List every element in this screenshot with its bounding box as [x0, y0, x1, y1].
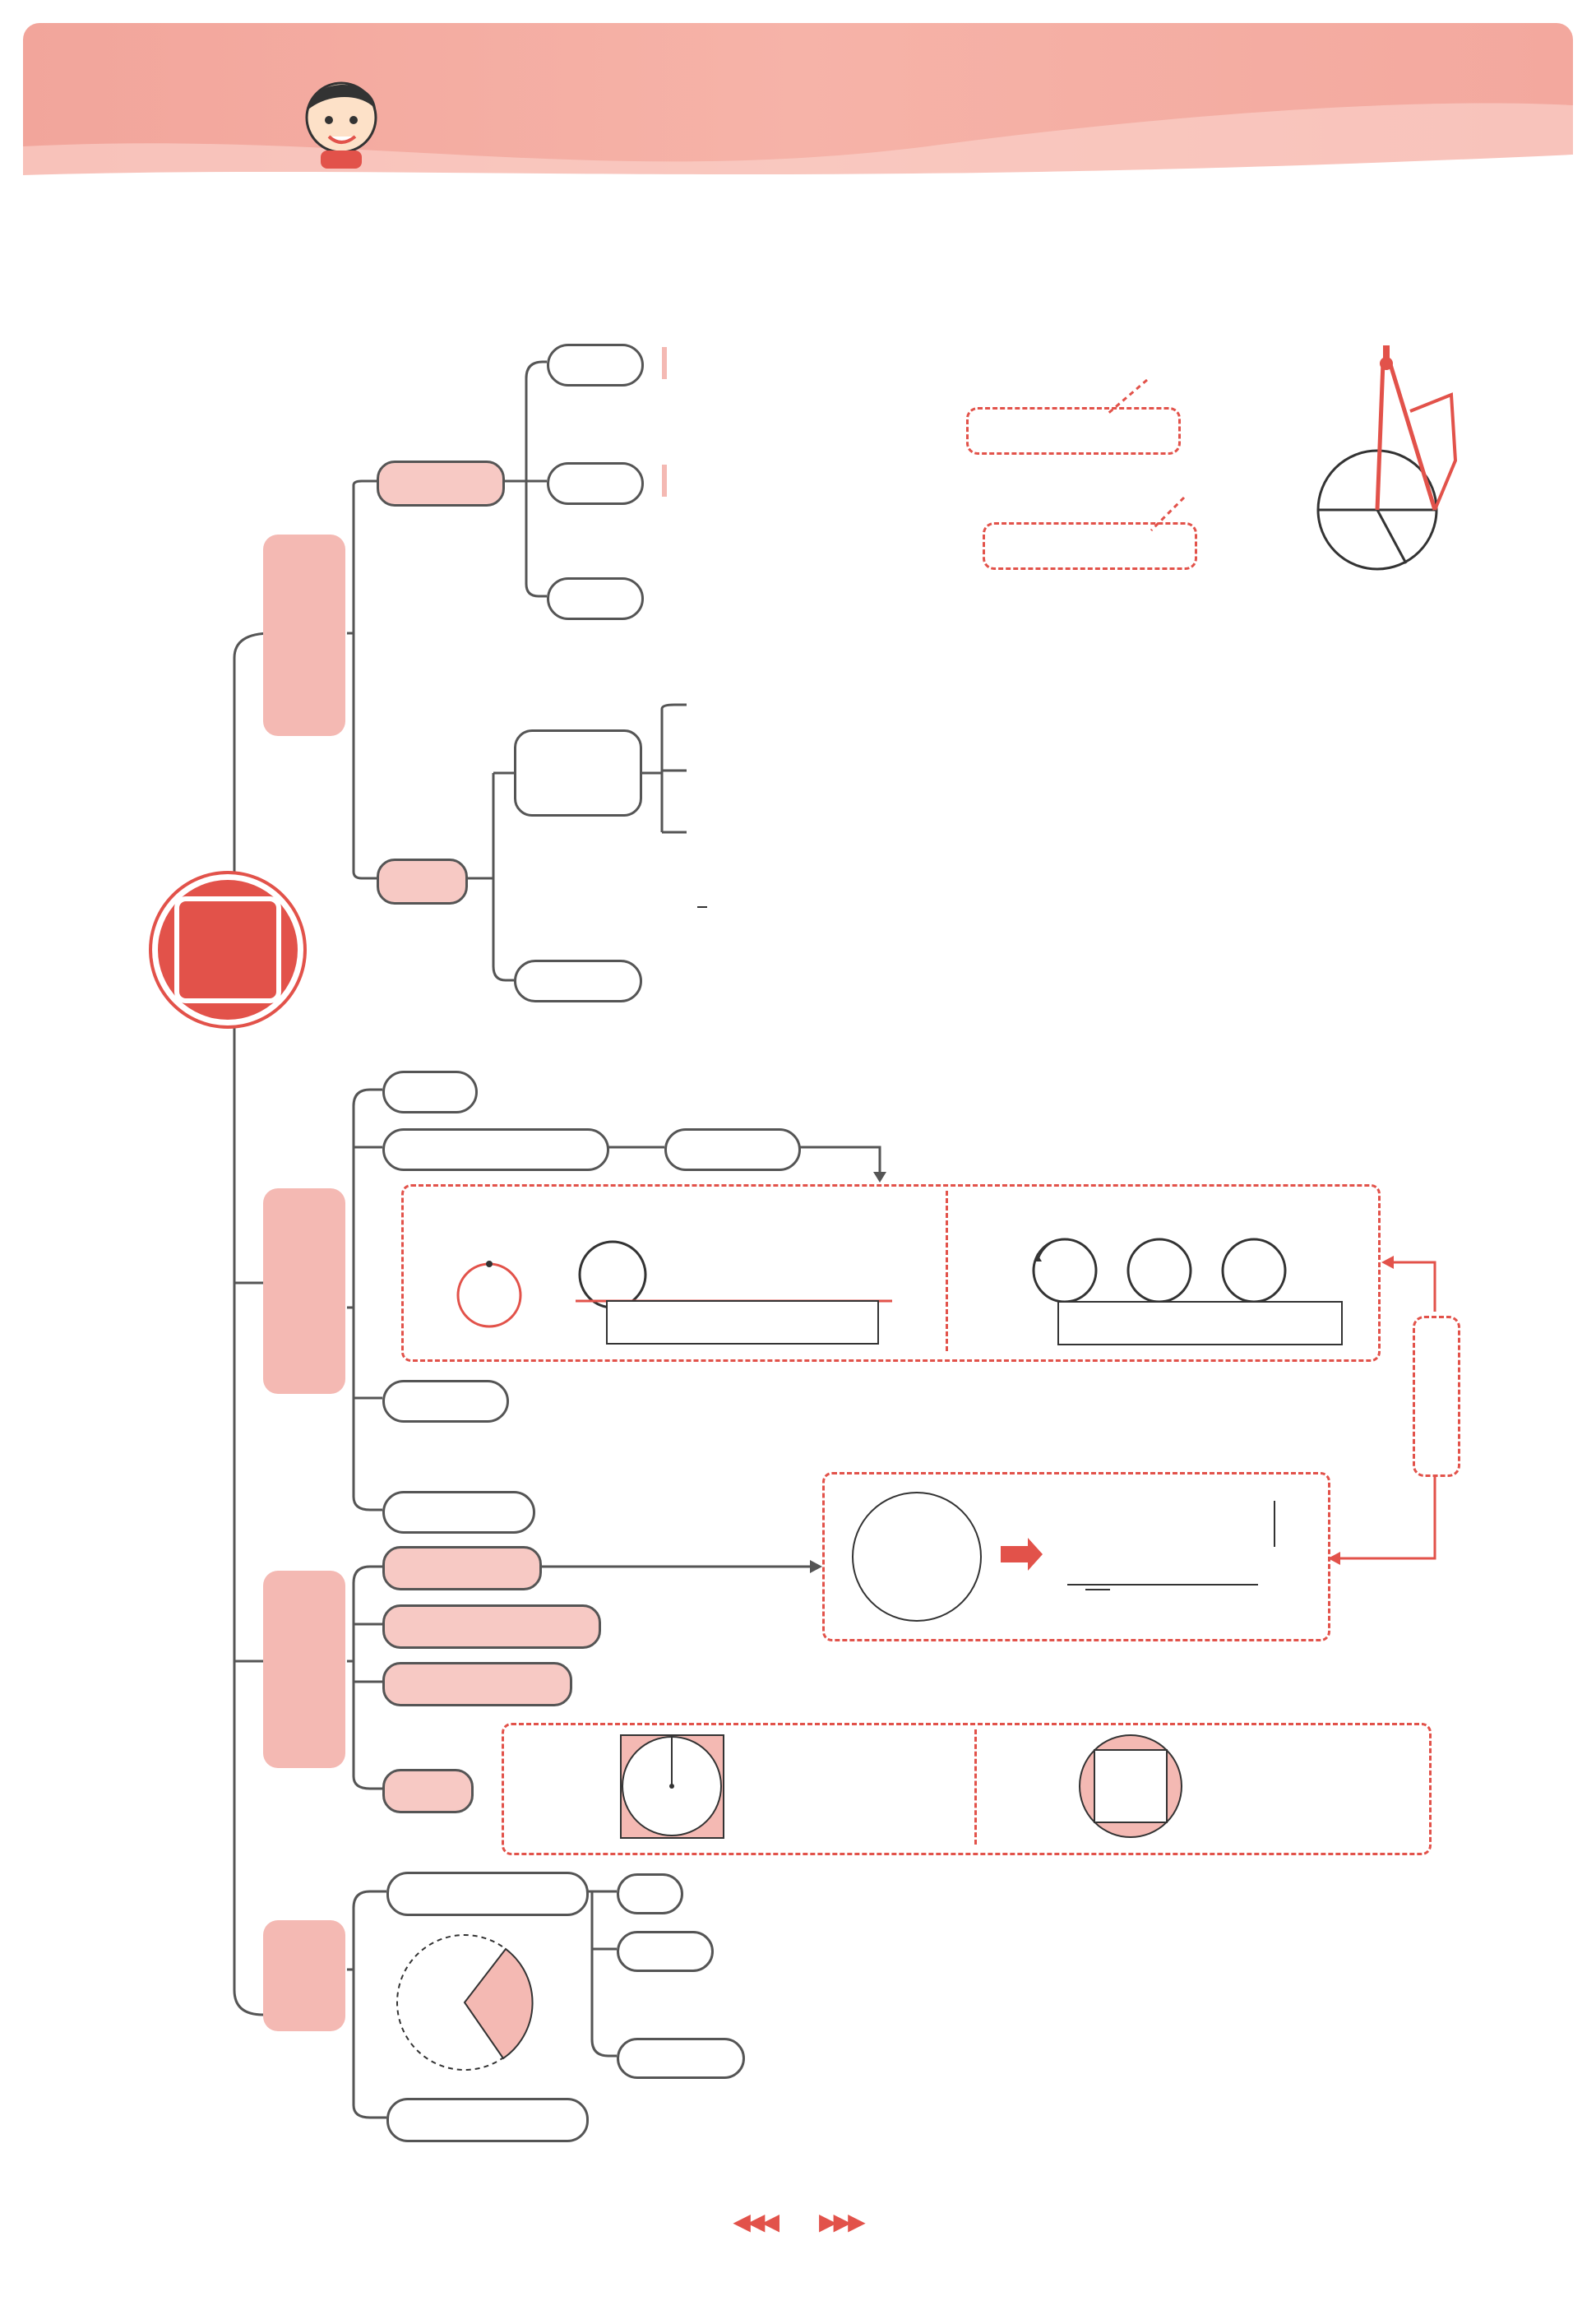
- methods-divider: [946, 1191, 948, 1351]
- explore-figure: [830, 1476, 1324, 1636]
- tag-size: [983, 522, 1197, 570]
- node-area-formula: [382, 1604, 601, 1649]
- node-sector-size: [386, 2098, 589, 2142]
- node-know-sector: [386, 1872, 589, 1916]
- branch-area: [263, 1571, 345, 1768]
- tag-curve-to-line: [664, 1128, 801, 1171]
- method2-figure: [1007, 1225, 1369, 1353]
- tag-position: [966, 407, 1181, 455]
- compass-circle-figure: [1307, 345, 1464, 576]
- node-pi: [382, 1380, 509, 1423]
- node-diameter-radius: [514, 729, 642, 817]
- radius-def-line1: [662, 465, 667, 497]
- convert-thinking: [1413, 1316, 1460, 1477]
- node-ring-area: [382, 1662, 572, 1706]
- branch-circumference: [263, 1188, 345, 1394]
- app2-figure: [1076, 1731, 1187, 1842]
- node-center: [547, 344, 644, 387]
- branch-circle-recognition: [263, 535, 345, 736]
- prev-arrows-icon: ◀◀◀: [733, 2208, 776, 2235]
- feature-4: [691, 870, 714, 944]
- node-explore: [382, 1546, 542, 1590]
- sector-figure: [386, 1920, 567, 2085]
- footer: [674, 2208, 921, 2235]
- node-perimeter-formula: [382, 1491, 535, 1534]
- node-measure: [382, 1128, 609, 1171]
- app1-figure: [617, 1731, 728, 1842]
- node-sector-def: [617, 1931, 714, 1972]
- node-radius: [547, 462, 644, 505]
- center-def-line1: [662, 347, 667, 379]
- node-perimeter-def: [382, 1071, 478, 1113]
- node-feature: [377, 859, 468, 905]
- node-symmetry: [514, 960, 642, 1002]
- node-diameter: [547, 577, 644, 620]
- next-arrows-icon: ▶▶▶: [819, 2208, 863, 2235]
- center-node: [158, 880, 298, 1020]
- node-application: [382, 1769, 474, 1813]
- branch-sector: [263, 1920, 345, 2031]
- method1-figure: [444, 1225, 937, 1353]
- node-know-circle: [377, 461, 505, 507]
- node-central-angle: [617, 2038, 745, 2079]
- node-arc: [617, 1873, 683, 1914]
- application-divider: [974, 1729, 977, 1845]
